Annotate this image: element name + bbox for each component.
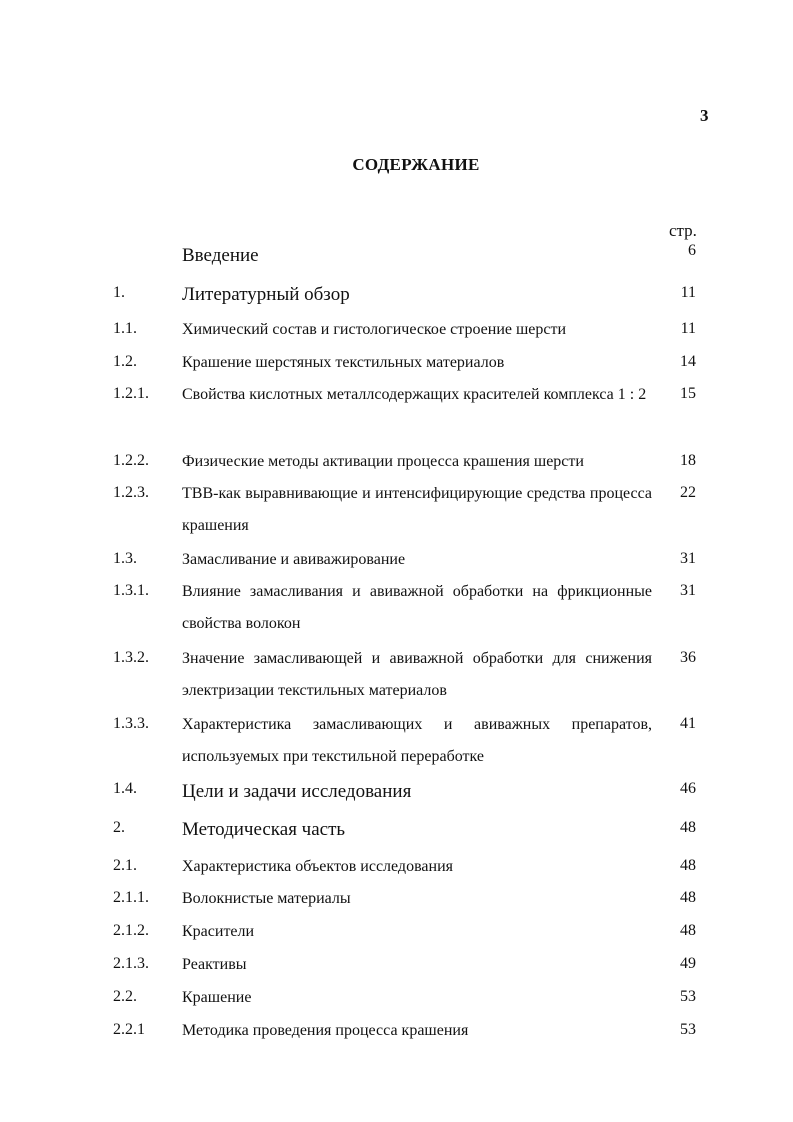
toc-entry-page: 22 [680,484,696,501]
toc-entry-number: 1.2. [113,353,137,370]
toc-entry-title: Крашение шерстяных текстильных материалов [182,354,505,371]
toc-entry-title: Замасливание и авиважирование [182,551,406,568]
toc-entry-number: 2.1.2. [113,922,149,939]
page-column-header: стр. [669,221,697,240]
toc-entry-page: 48 [680,889,696,906]
toc-entry-number: 1. [113,284,125,301]
toc-entry-title: Характеристика замасливающих и авиважных препаратов, используемых при текстильной переработке [182,716,652,765]
toc-entry-title: Характеристика объектов исследования [182,858,453,875]
toc-entry-number: 1.3.1. [113,582,149,599]
toc-entry-page: 48 [680,857,696,874]
toc-entry-title: Методика проведения процесса крашения [182,1022,469,1039]
toc-entry-number: 2.2.1 [113,1021,145,1038]
toc-entry-number: 1.3.2. [113,649,149,666]
toc-entry-number: 2. [113,819,125,836]
toc-entry-number: 1.1. [113,320,137,337]
toc-entry-page: 53 [680,988,696,1005]
toc-entry-number: 1.4. [113,780,137,797]
toc-entry-title: Крашение [182,989,252,1006]
toc-entry-page: 6 [688,242,696,259]
toc-entry-title: Литературный обзор [182,284,350,305]
toc-entry-title: Значение замасливающей и авиважной обработки для снижения электризации текстильных материалов [182,650,652,699]
toc-entry-title: Волокнистые материалы [182,890,351,907]
toc-entry-page: 31 [680,550,696,567]
toc-entry-page: 48 [680,819,696,836]
toc-entry-page: 15 [680,385,696,402]
toc-entry-title: Химический состав и гистологическое строение шерсти [182,321,567,338]
toc-entry-number: 1.2.2. [113,452,149,469]
toc-entry-title: Введение [182,245,259,266]
toc-entry-page: 53 [680,1021,696,1038]
toc-entry-number: 2.2. [113,988,137,1005]
toc-entry-title: ТВВ-как выравнивающие и интенсифицирующие средства процесса крашения [182,485,652,534]
toc-entry-title: Физические методы активации процесса крашения шерсти [182,453,584,470]
toc-entry-number: 1.3.3. [113,715,149,732]
toc-entry-title: Цели и задачи исследования [182,781,412,802]
toc-entry-page: 48 [680,922,696,939]
toc-entry-page: 11 [680,320,696,337]
toc-entry-page: 18 [680,452,696,469]
toc-entry-number: 2.1.3. [113,955,149,972]
toc-entry-number: 2.1. [113,857,137,874]
toc-entry-page: 49 [680,955,696,972]
toc-entry-number: 2.1.1. [113,889,149,906]
toc-entry-title: Методическая часть [182,819,346,840]
toc-entry-title: Красители [182,923,255,940]
toc-entry-page: 31 [680,582,696,599]
page-number: 3 [700,106,709,125]
toc-entry-page: 11 [680,284,696,301]
toc-entry-page: 41 [680,715,696,732]
toc-entry-page: 14 [680,353,696,370]
toc-entry-number: 1.2.3. [113,484,149,501]
toc-entry-number: 1.3. [113,550,137,567]
toc-entry-page: 36 [680,649,696,666]
toc-entry-title: Реактивы [182,956,247,973]
toc-entry-number: 1.2.1. [113,385,149,402]
toc-entry-title: Влияние замасливания и авиважной обработки на фрикционные свойства волокон [182,583,652,632]
toc-entry-title: Свойства кислотных металлсодержащих красителей комплекса 1 : 2 [182,386,647,403]
toc-entry-page: 46 [680,780,696,797]
page-title: СОДЕРЖАНИЕ [352,155,480,174]
